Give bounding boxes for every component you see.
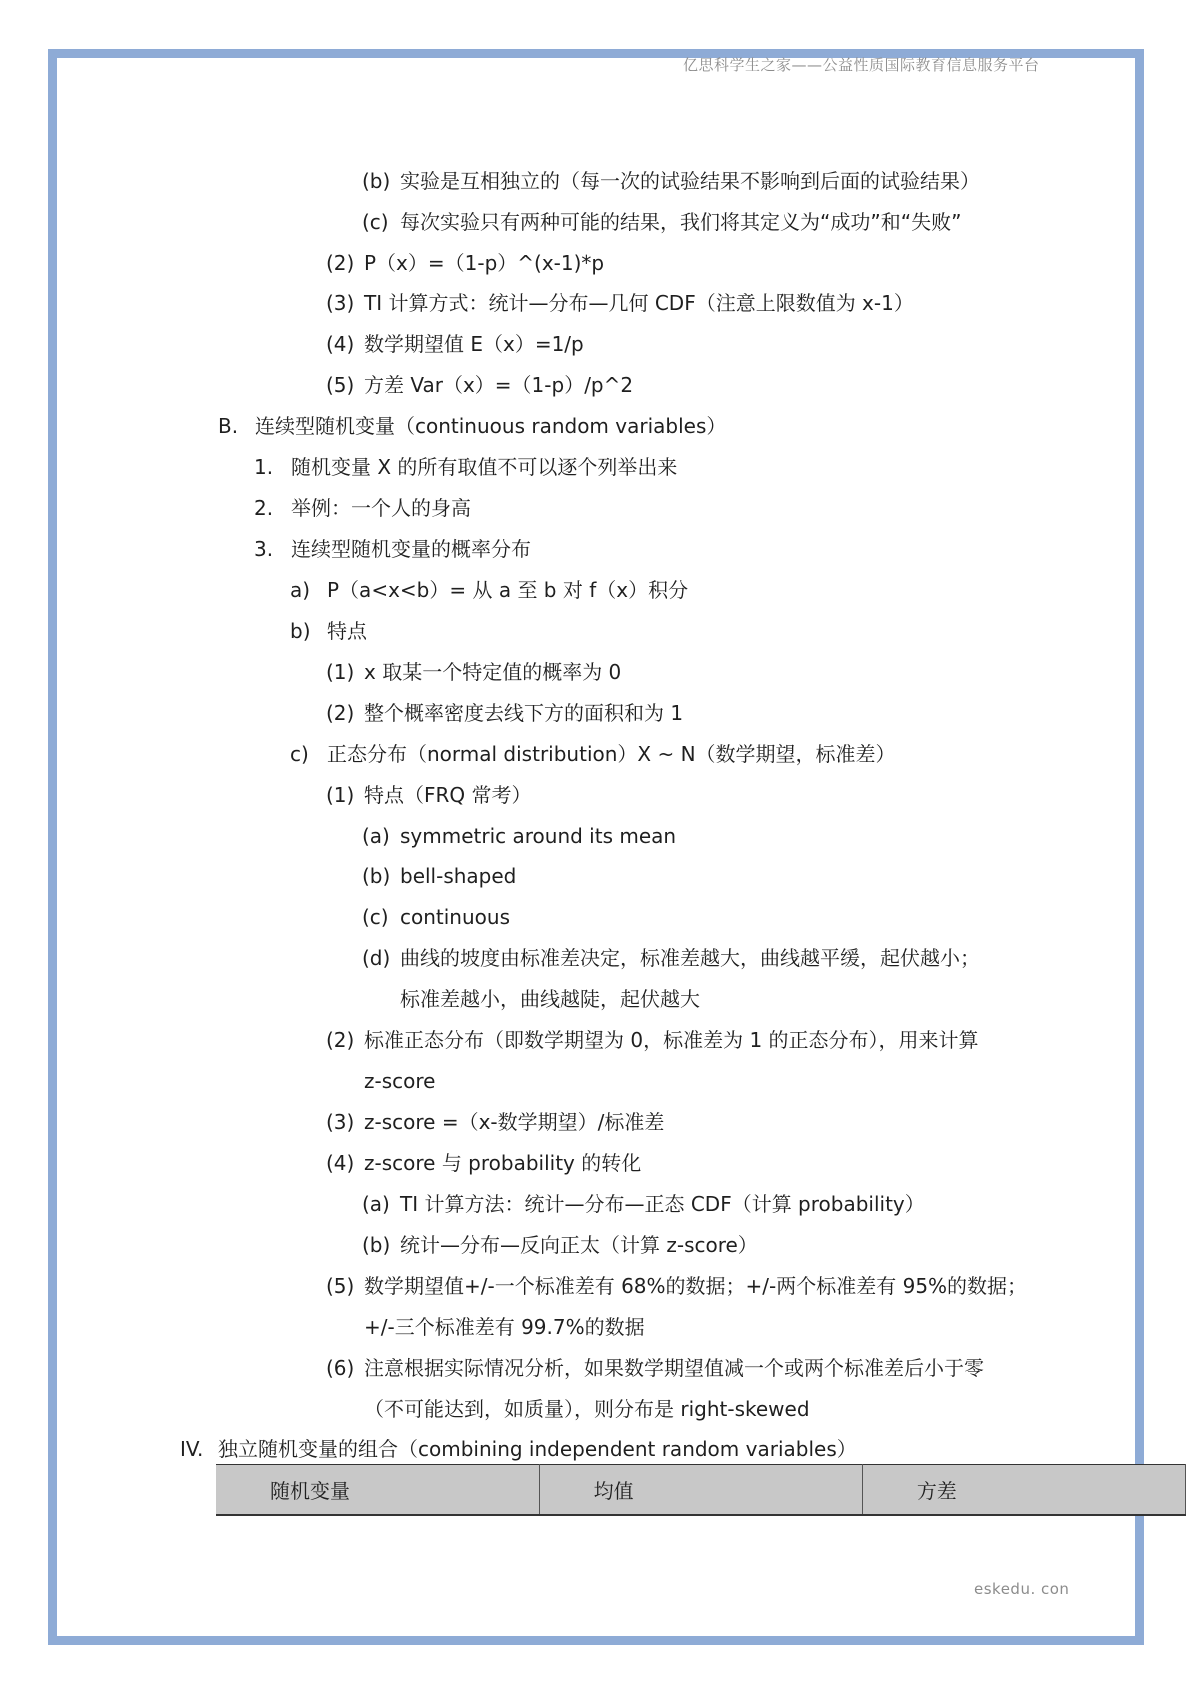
outline-item (362, 1233, 758, 1257)
table-header-cell: 方差 (862, 1465, 1185, 1516)
item-marker: 3. (254, 537, 274, 561)
item-text: +/-三个标准差有 99.7%的数据 (364, 1315, 645, 1339)
outline-item (254, 537, 531, 561)
outline-item (254, 455, 677, 479)
item-text: z-score (364, 1069, 436, 1093)
item-marker: (2) (326, 701, 355, 725)
outline-item (326, 1356, 984, 1380)
outline-item-continued (362, 987, 700, 1011)
outline-item (290, 742, 896, 766)
outline-item-continued (326, 1315, 645, 1339)
outline-item (326, 332, 584, 356)
outline-item (362, 946, 980, 970)
item-text: 数学期望值+/-一个标准差有 68%的数据；+/-两个标准差有 95%的数据； (364, 1274, 1028, 1298)
item-text: 实验是互相独立的（每一次的试验结果不影响到后面的试验结果） (400, 169, 980, 193)
outline-item (326, 660, 621, 684)
outline-item (254, 496, 471, 520)
outline-item (326, 1274, 1027, 1298)
item-marker: IV. (180, 1437, 204, 1461)
item-marker: (d) (362, 946, 391, 970)
item-text: 方差 Var（x）=（1-p）/p^2 (364, 373, 634, 397)
header-site-name: 亿思科学生之家——公益性质国际教育信息服务平台 (683, 56, 1040, 74)
outline-item (326, 1110, 664, 1134)
item-marker: (c) (362, 210, 389, 234)
item-marker: (b) (362, 169, 391, 193)
item-marker: (2) (326, 1028, 355, 1052)
item-text: z-score 与 probability 的转化 (364, 1151, 642, 1175)
outline-item-continued (326, 1069, 435, 1093)
item-text: x 取某一个特定值的概率为 0 (364, 660, 622, 684)
item-marker: (5) (326, 1274, 355, 1298)
item-text: TI 计算方式：统计—分布—几何 CDF（注意上限数值为 x-1） (364, 291, 914, 315)
footer-site-url: eskedu. con (974, 1580, 1070, 1598)
item-marker: (2) (326, 251, 355, 275)
outline-item (326, 1151, 641, 1175)
item-text: symmetric around its mean (400, 824, 677, 848)
item-marker: (5) (326, 373, 355, 397)
section-heading (180, 1437, 857, 1461)
item-text: 曲线的坡度由标准差决定，标准差越大，曲线越平缓，起伏越小； (400, 946, 980, 970)
item-text: 整个概率密度去线下方的面积和为 1 (364, 701, 684, 725)
item-text: （不可能达到，如质量），则分布是 right-skewed (364, 1397, 810, 1421)
outline-item (362, 864, 516, 888)
item-text: 举例：一个人的身高 (291, 496, 471, 520)
item-marker: c) (290, 742, 309, 766)
outline-item (362, 905, 510, 929)
item-text: 随机变量 X 的所有取值不可以逐个列举出来 (291, 455, 678, 479)
outline-item (326, 701, 683, 725)
item-text: 特点 (327, 619, 367, 643)
item-text: 连续型随机变量（continuous random variables） (255, 414, 727, 438)
item-marker: 2. (254, 496, 274, 520)
item-text: z-score =（x-数学期望）/标准差 (364, 1110, 665, 1134)
outline-item (362, 1192, 925, 1216)
item-marker: (1) (326, 660, 355, 684)
table-header-cell: 均值 (539, 1465, 862, 1516)
item-marker: 1. (254, 455, 274, 479)
outline-item (362, 824, 676, 848)
item-text: 特点（FRQ 常考） (364, 783, 532, 807)
item-marker: (b) (362, 1233, 391, 1257)
item-marker: (b) (362, 864, 391, 888)
item-text: 标准正态分布（即数学期望为 0，标准差为 1 的正态分布），用来计算 (364, 1028, 979, 1052)
outline-item (290, 578, 688, 602)
outline-item (326, 783, 532, 807)
item-text: 连续型随机变量的概率分布 (291, 537, 531, 561)
outline-item (362, 169, 980, 193)
outline-item (290, 619, 367, 643)
item-text: 正态分布（normal distribution）X ~ N（数学期望，标准差） (327, 742, 896, 766)
item-marker: B. (218, 414, 239, 438)
item-text: 每次实验只有两种可能的结果，我们将其定义为“成功”和“失败” (400, 210, 962, 234)
item-marker: (3) (326, 291, 355, 315)
item-text: continuous (400, 905, 510, 929)
item-text: 标准差越小，曲线越陡，起伏越大 (400, 987, 700, 1011)
outline-item (326, 251, 604, 275)
outline-item (362, 210, 961, 234)
item-marker: (4) (326, 332, 355, 356)
table-header-row (216, 1465, 1186, 1516)
item-marker: a) (290, 578, 311, 602)
item-marker: (1) (326, 783, 355, 807)
item-marker: b) (290, 619, 311, 643)
item-marker: (c) (362, 905, 389, 929)
outline-item (326, 291, 914, 315)
outline-item-continued (326, 1397, 810, 1421)
item-text: 数学期望值 E（x）=1/p (364, 332, 584, 356)
item-text: 统计—分布—反向正太（计算 z-score） (400, 1233, 758, 1257)
item-text: bell-shaped (400, 864, 517, 888)
table-header-cell: 随机变量 (216, 1465, 539, 1516)
item-marker: (a) (362, 1192, 390, 1216)
variables-table (216, 1464, 1186, 1516)
item-marker: (3) (326, 1110, 355, 1134)
item-text: P（a<x<b）= 从 a 至 b 对 f（x）积分 (327, 578, 689, 602)
item-marker: (6) (326, 1356, 355, 1380)
outline-item (326, 1028, 979, 1052)
outline-item (218, 414, 726, 438)
item-marker: (a) (362, 824, 390, 848)
item-text: 独立随机变量的组合（combining independent random variables） (218, 1437, 857, 1461)
outline-item (326, 373, 633, 397)
item-marker: (4) (326, 1151, 355, 1175)
item-text: 注意根据实际情况分析，如果数学期望值减一个或两个标准差后小于零 (364, 1356, 984, 1380)
item-text: P（x）=（1-p）^(x-1)*p (364, 251, 605, 275)
item-text: TI 计算方法：统计—分布—正态 CDF（计算 probability） (400, 1192, 925, 1216)
